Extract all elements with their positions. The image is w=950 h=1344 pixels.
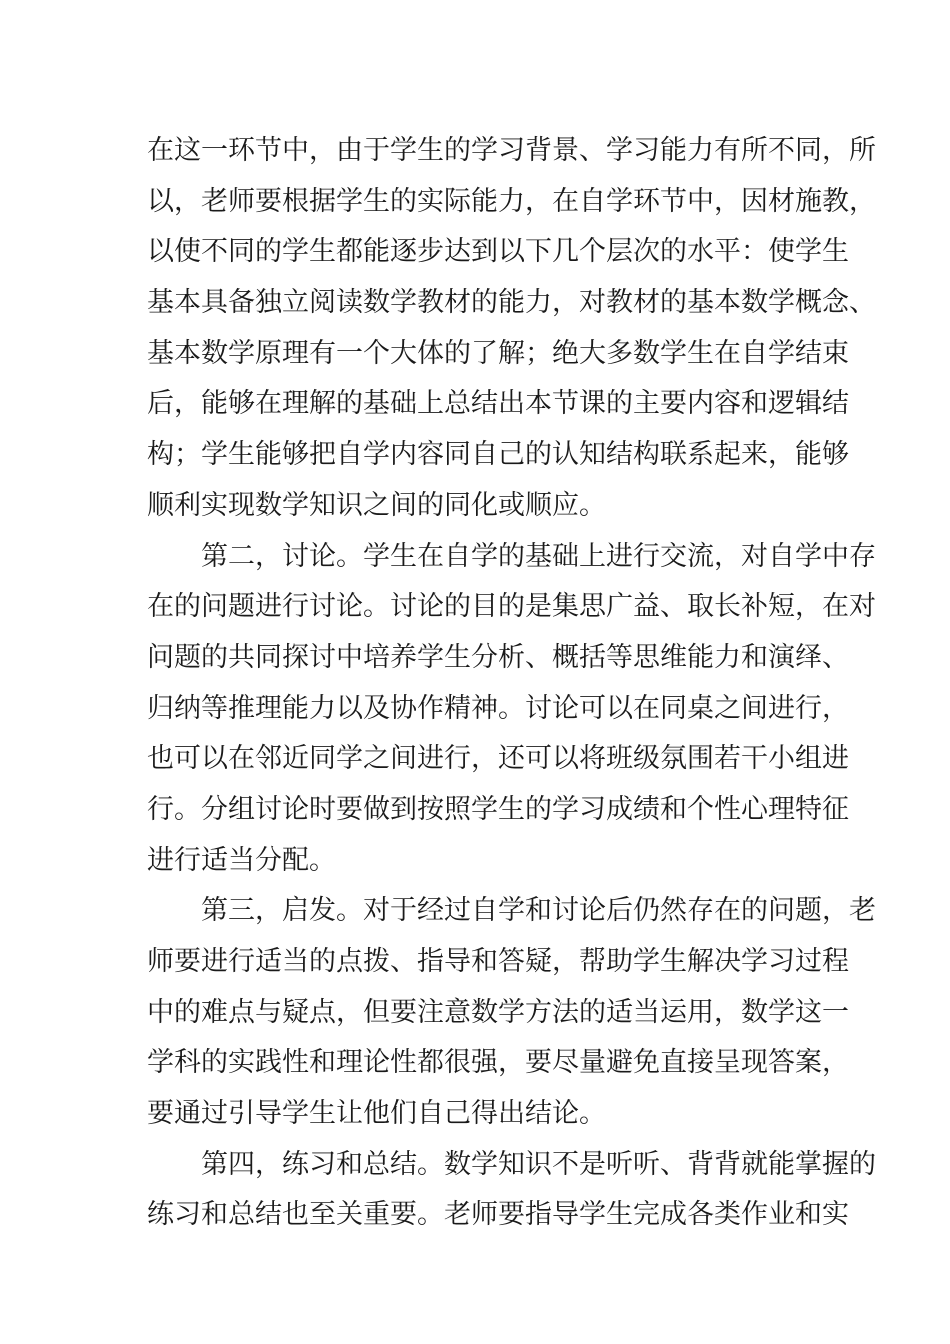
- text-line: 构；学生能够把自学内容同自己的认知结构联系起来，能够: [147, 439, 849, 471]
- text-line: 后，能够在理解的基础上总结出本节课的主要内容和逻辑结: [147, 388, 849, 420]
- text-line: 也可以在邻近同学之间进行，还可以将班级氛围若干小组进: [147, 743, 849, 775]
- text-line: 在这一环节中，由于学生的学习背景、学习能力有所不同，所: [147, 135, 876, 166]
- text-line: 以，老师要根据学生的实际能力，在自学环节中，因材施教，: [147, 185, 876, 217]
- text-line: 师要进行适当的点拨、指导和答疑，帮助学生解决学习过程: [147, 946, 849, 977]
- paragraph-first-line: 第三，启发。对于经过自学和讨论后仍然存在的问题，老: [201, 895, 876, 927]
- text-line: 学科的实践性和理论性都很强，要尽量避免直接呈现答案，: [147, 1047, 849, 1079]
- text-line: 中的难点与疑点，但要注意数学方法的适当运用，数学这一: [147, 996, 849, 1028]
- text-line: 进行适当分配。: [147, 844, 336, 876]
- text-line: 问题的共同探讨中培养学生分析、概括等思维能力和演绎、: [147, 641, 849, 673]
- text-line: 以使不同的学生都能逐步达到以下几个层次的水平：使学生: [147, 236, 849, 268]
- text-line: 顺利实现数学知识之间的同化或顺应。: [147, 489, 606, 521]
- text-line: 要通过引导学生让他们自己得出结论。: [147, 1098, 606, 1130]
- body-text: [147, 126, 876, 1241]
- text-line: 归纳等推理能力以及协作精神。讨论可以在同桌之间进行，: [147, 692, 849, 724]
- text-line: 基本具备独立阅读数学教材的能力，对教材的基本数学概念、: [147, 287, 876, 319]
- text-line: 练习和总结也至关重要。老师要指导学生完成各类作业和实: [147, 1199, 849, 1231]
- text-line: 在的问题进行讨论。讨论的目的是集思广益、取长补短，在对: [147, 591, 876, 623]
- paragraph-first-line: 第二，讨论。学生在自学的基础上进行交流，对自学中存: [201, 540, 876, 572]
- text-line: 行。分组讨论时要做到按照学生的学习成绩和个性心理特征: [147, 793, 849, 825]
- paragraph-first-line: 第四，练习和总结。数学知识不是听听、背背就能掌握的: [201, 1148, 876, 1180]
- text-line: 基本数学原理有一个大体的了解；绝大多数学生在自学结束: [147, 337, 849, 369]
